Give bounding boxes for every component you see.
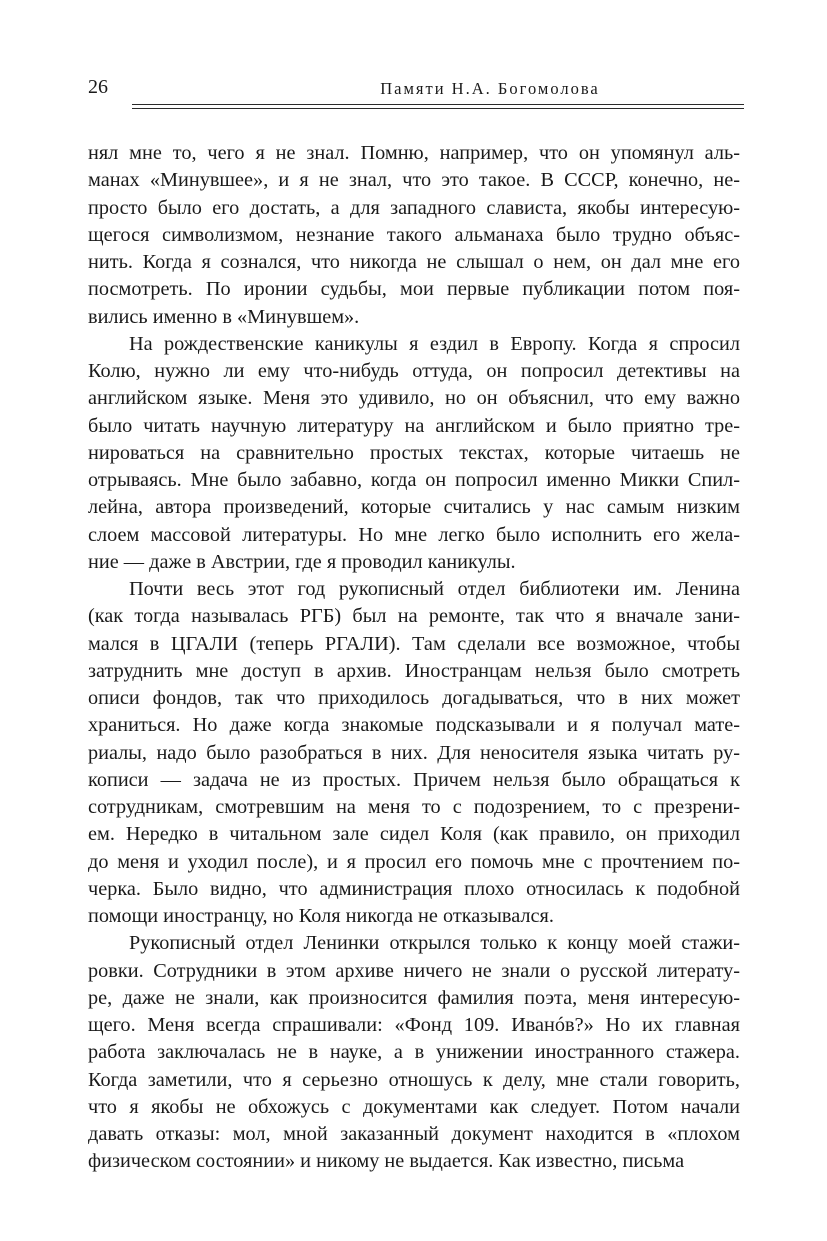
page-header: [88, 72, 744, 112]
text-line: работа заключалась не в науке, а в унижении иностранного стажера.: [88, 1041, 740, 1064]
text-line: Когда заметили, что я серьезно отношусь к делу, мне стали говорить,: [88, 1068, 740, 1091]
text-line: давать отказы: мол, мной заказанный документ находится в «плохом: [88, 1123, 740, 1145]
text-line: посмотреть. По иронии судьбы, мои первые публикации потом поя-: [88, 278, 740, 301]
text-line: щегося символизмом, незнание такого альманаха было трудно объяс-: [88, 223, 740, 246]
text-line: риалы, надо было разобраться в них. Для неносителя языка читать ру-: [88, 741, 740, 764]
text-line: английском языке. Меня это удивило, но он объяснил, что ему важно: [88, 387, 740, 410]
paragraph: [88, 331, 740, 576]
text-line: затруднить мне доступ в архив. Иностранцам нельзя было смотреть: [88, 659, 740, 682]
header-rule-top: [132, 104, 744, 105]
body-text: [88, 140, 740, 1176]
text-line: кописи — задача не из простых. Причем нельзя было обращаться к: [88, 768, 740, 791]
text-line: манах «Минувшее», и я не знал, что это такое. В СССР, конечно, не-: [88, 169, 740, 192]
text-line: физическом состоянии» и никому не выдается. Как известно, письма: [88, 1150, 685, 1173]
text-line: вились именно в «Минувшем».: [88, 305, 360, 328]
text-line: Почти весь этот год рукописный отдел библиотеки им. Ленина: [129, 578, 740, 600]
text-line: что я якобы не обхожусь с документами как следует. Потом начали: [88, 1095, 740, 1118]
text-line: (как тогда называлась РГБ) был на ремонте, так что я вначале зани-: [88, 605, 740, 628]
text-line: щего. Меня всегда спрашивали: «Фонд 109. Иванóв?» Но их главная: [88, 1014, 740, 1036]
paragraph: [88, 140, 740, 331]
text-line: помощи иностранцу, но Коля никогда не отказывался.: [88, 905, 554, 927]
text-line: отрываясь. Мне было забавно, когда он попросил именно Микки Спил-: [88, 469, 740, 491]
paragraph: [88, 930, 740, 1175]
text-line: черка. Было видно, что администрация плохо относилась к подобной: [88, 877, 740, 900]
text-line: Рукописный отдел Ленинки открылся только к концу моей стажи-: [129, 932, 740, 955]
page-number: 26: [88, 76, 108, 98]
text-line: мался в ЦГАЛИ (теперь РГАЛИ). Там сделали все возможное, чтобы: [88, 632, 740, 655]
text-line: было читать научную литературу на английском и было приятно тре-: [88, 414, 740, 437]
paragraph: [88, 576, 740, 930]
text-line: нить. Когда я сознался, что никогда не слышал о нем, он дал мне его: [88, 251, 740, 273]
text-line: нял мне то, чего я не знал. Помню, например, что он упомянул аль-: [88, 142, 740, 164]
text-line: сотрудникам, смотревшим на меня то с подозрением, то с презрени-: [88, 796, 740, 818]
text-line: На рождественские каникулы я ездил в Европу. Когда я спросил: [129, 332, 740, 355]
text-line: Колю, нужно ли ему что-нибудь оттуда, он попросил детективы на: [88, 360, 740, 382]
text-line: ровки. Сотрудники в этом архиве ничего не знали о русской литерату-: [88, 959, 740, 982]
text-line: до меня и уходил после), и я просил его помочь мне с прочтением по-: [88, 850, 740, 873]
text-line: просто было его достать, а для западного слависта, якобы интересую-: [88, 196, 740, 219]
text-line: ние — даже в Австрии, где я проводил каникулы.: [88, 550, 516, 573]
running-title: Памяти Н.А. Богомолова: [380, 79, 600, 98]
text-line: храниться. Но даже когда знакомые подсказывали и я получал мате-: [88, 714, 740, 737]
text-line: ре, даже не знали, как произносится фамилия поэта, меня интересую-: [88, 986, 740, 1009]
header-rule-bottom: [132, 108, 744, 109]
text-line: слоем массовой литературы. Но мне легко было исполнить его жела-: [88, 523, 740, 546]
text-line: ем. Нередко в читальном зале сидел Коля (как правило, он приходил: [88, 823, 740, 846]
text-line: нироваться на сравнительно простых текстах, которые читаешь не: [88, 441, 740, 464]
text-line: лейна, автора произведений, которые считались у нас самым низким: [88, 496, 740, 519]
text-line: описи фондов, так что приходилось догадываться, что в них может: [88, 687, 740, 709]
